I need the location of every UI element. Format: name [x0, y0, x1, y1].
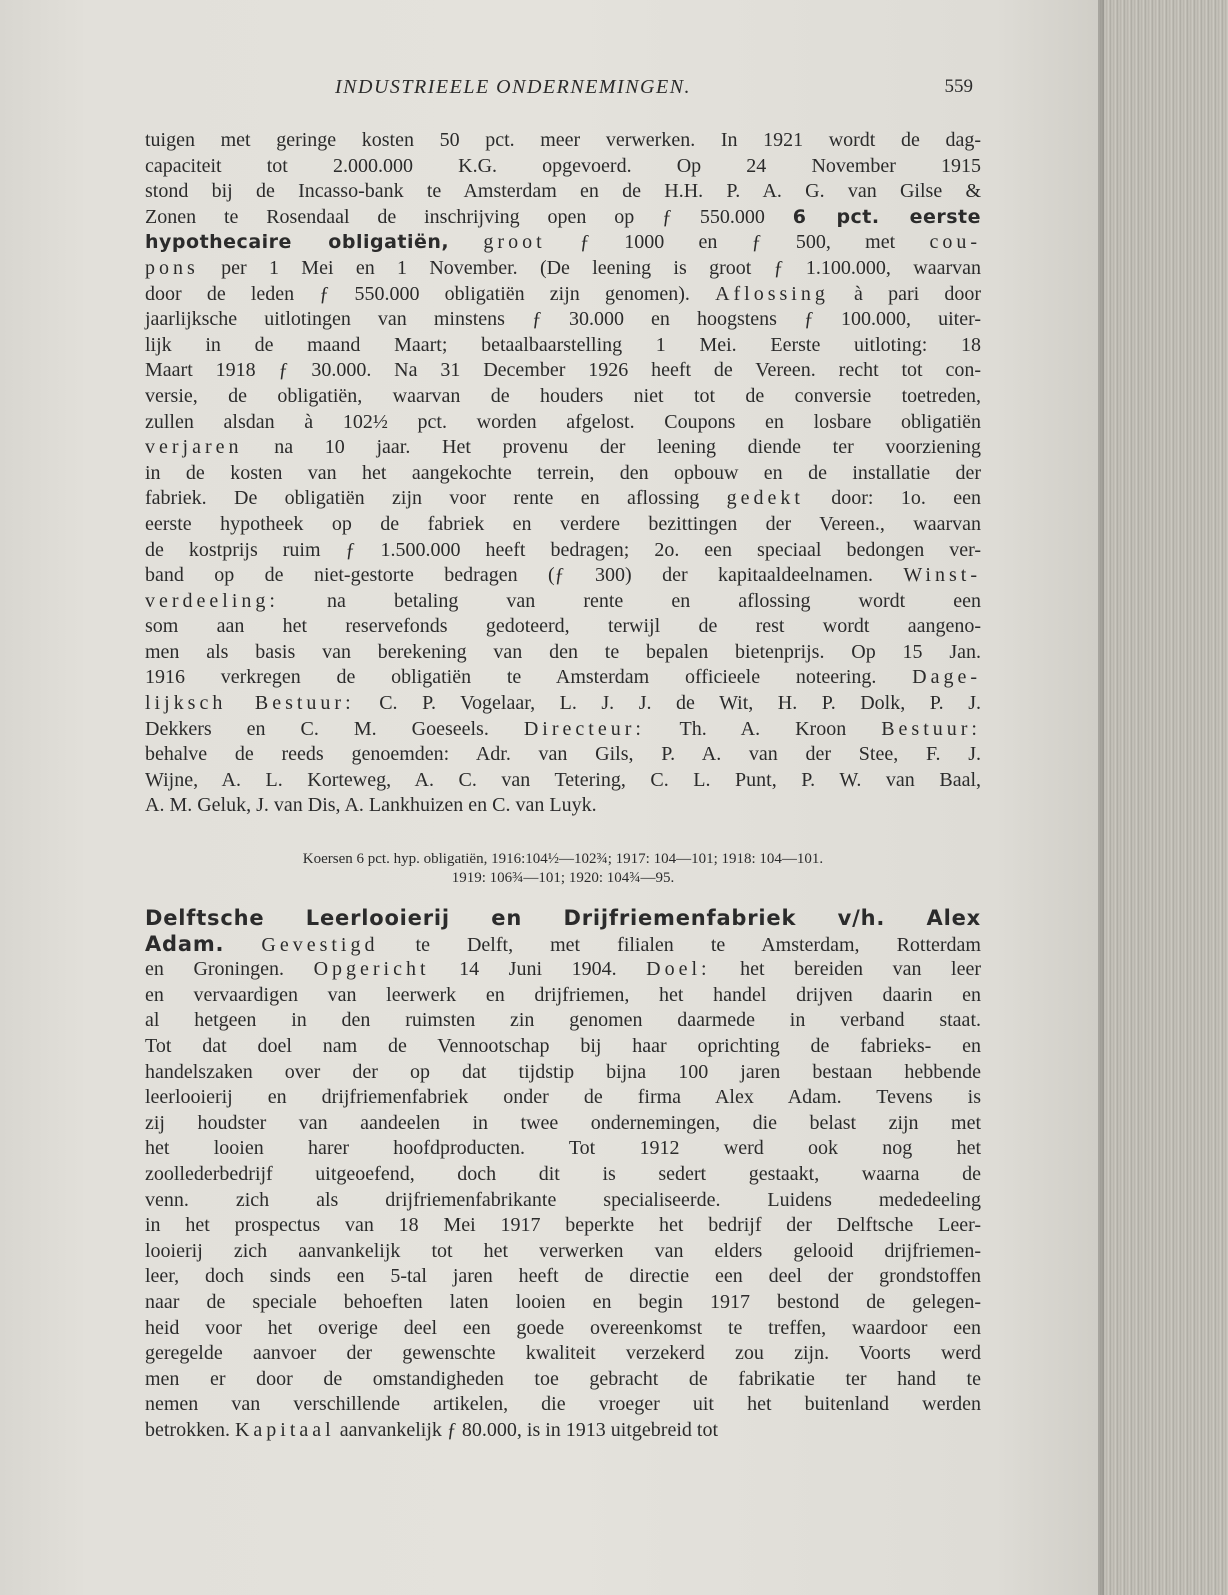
spaced-keyword: Doel:: [646, 958, 711, 981]
text-run: leerlooierij en drijfriemenfabriek onder de firma Alex Adam. Tevens is: [145, 1086, 981, 1109]
text-run: jaarlijksche uitlotingen van minstens ƒ 30.000 en hoogstens ƒ 100.000, uiter-: [145, 308, 981, 331]
text-run: al hetgeen in den ruimsten zin genomen daarmede in verband staat.: [145, 1009, 981, 1032]
text-line: [145, 256, 981, 282]
text-run: eerste hypotheek op de fabriek en verdere bezittingen der Vereen., waarvan: [145, 512, 981, 535]
text-line: [145, 1392, 981, 1418]
text-run: Th. A. Kroon: [644, 717, 882, 740]
text-run: ƒ 1000 en ƒ 500, met: [545, 231, 930, 254]
text-line: [145, 128, 981, 154]
text-line: [145, 1367, 981, 1393]
spaced-keyword: Gevestigd: [261, 933, 379, 956]
text-line: [145, 614, 981, 640]
text-run: Maart 1918 ƒ 30.000. Na 31 December 1926 heeft de Vereen. recht tot con-: [145, 359, 981, 382]
text-line: [145, 1034, 981, 1060]
text-line: [145, 1188, 981, 1214]
text-run: [449, 231, 483, 253]
text-run: 1916 verkregen de obligatiën te Amsterdam officieele noteering.: [145, 666, 913, 689]
text-run: behalve de reeds genoemden: Adr. van Gils, P. A. van der Stee, F. J.: [145, 743, 981, 766]
koersen-note: [145, 850, 981, 888]
text-line: [145, 1111, 981, 1137]
text-line: [145, 512, 981, 538]
text-line: [145, 307, 981, 333]
text-line: [145, 793, 981, 819]
text-run: tuigen met geringe kosten 50 pct. meer verwerken. In 1921 wordt de dag-: [145, 129, 981, 151]
spaced-keyword: groot: [483, 231, 546, 254]
text-run: [224, 934, 261, 956]
text-line: [145, 1316, 981, 1342]
text-line: [145, 333, 981, 359]
text-line: [145, 906, 981, 932]
text-run: heid voor het overige deel een goede overeenkomst te treffen, waardoor een: [145, 1316, 981, 1339]
text-line: [145, 538, 981, 564]
text-run: C. P. Vogelaar, L. J. J. de Wit, H. P. Dolk, P. J.: [354, 692, 982, 715]
text-run: in de kosten van het aangekochte terrein, den opbouw en de installatie der: [145, 461, 981, 484]
text-line: [145, 1008, 981, 1034]
text-run: stond bij de Incasso-bank te Amsterdam en de H.H. P. A. G. van Gilse &: [145, 180, 981, 203]
text-run: Wijne, A. L. Korteweg, A. C. van Tetering, C. L. Punt, P. W. van Baal,: [145, 768, 981, 791]
spaced-keyword: cou-: [929, 231, 981, 254]
text-line: [145, 282, 981, 308]
text-run: na betaling van rente en aflossing wordt een: [278, 589, 981, 612]
text-run: per 1 Mei en 1 November. (De leening is groot ƒ 1.100.000, waarvan: [198, 256, 981, 279]
text-run: het looien harer hoofdproducten. Tot 1912 werd ook nog het: [145, 1137, 981, 1160]
text-run: Zonen te Rosendaal de inschrijving open op ƒ 550.000: [145, 205, 793, 228]
text-run: geregelde aanvoer der gewenschte kwaliteit verzekerd zou zijn. Voorts werd: [145, 1342, 981, 1365]
text-run: en vervaardigen van leerwerk en drijfriemen, het handel drijven daarin en: [145, 983, 981, 1006]
spaced-keyword: pons: [145, 256, 199, 279]
text-run: nemen van verschillende artikelen, die vroeger uit het buitenland werden: [145, 1393, 981, 1416]
text-run: band op de niet-gestorte bedragen (ƒ 300) der kapitaaldeelnamen.: [145, 564, 904, 587]
text-run: zullen alsdan à 102½ pct. worden afgelost. Coupons en losbare obligatiën: [145, 410, 981, 433]
text-line: [145, 957, 981, 983]
spaced-keyword: Winst-: [903, 564, 981, 587]
text-line: [145, 179, 981, 205]
text-run: capaciteit tot 2.000.000 K.G. opgevoerd. Op 24 November 1915: [145, 154, 981, 177]
koersen-line-2: 1919: 106¾—101; 1920: 104¾—95.: [451, 870, 675, 886]
spaced-keyword: Opgericht: [313, 958, 430, 981]
spaced-keyword: verdeeling:: [145, 589, 279, 612]
text-line: [145, 717, 981, 743]
text-run: handelszaken over der op dat tijdstip bijna 100 jaren bestaan hebbende: [145, 1060, 981, 1083]
bold-term: hypothecaire obligatiën,: [145, 231, 450, 254]
text-line: [145, 665, 981, 691]
text-run: Tot dat doel nam de Vennootschap bij haar oprichting de fabrieks- en: [145, 1034, 981, 1057]
text-line: [145, 1162, 981, 1188]
text-line: [145, 768, 981, 794]
text-line: [145, 983, 981, 1009]
text-line: [145, 932, 981, 958]
text-run: betrokken.: [145, 1418, 235, 1441]
text-run: de kostprijs ruim ƒ 1.500.000 heeft bedragen; 2o. een speciaal bedongen ver-: [145, 538, 981, 561]
text-line: [145, 1085, 981, 1111]
paragraph-delftsche-leerlooierij: [145, 906, 981, 1443]
company-heading: Delftsche Leerlooierij en Drijfriemenfabriek v/h. Alex: [145, 906, 981, 930]
spaced-keyword: gedekt: [726, 487, 804, 510]
text-line: [145, 1136, 981, 1162]
text-run: men er door de omstandigheden toe gebracht de fabrikatie ter hand te: [145, 1367, 981, 1390]
text-run: naar de speciale behoeften laten looien en begin 1917 bestond de gelegen-: [145, 1290, 981, 1313]
text-run: en Groningen.: [145, 958, 314, 981]
text-line: [145, 1264, 981, 1290]
text-run: looierij zich aanvankelijk tot het verwerken van elders gelooid drijfriemen-: [145, 1239, 981, 1262]
running-title: INDUSTRIEELE ONDERNEMINGEN.: [335, 76, 692, 98]
text-run: à pari door: [828, 282, 981, 305]
text-line: [145, 154, 981, 180]
page-gutter-shadow: [1098, 0, 1104, 1595]
text-run: zoollederbedrijf uitgeoefend, doch dit is sedert gestaakt, waarna de: [145, 1162, 981, 1185]
text-run: door: 1o. een: [803, 487, 981, 510]
spaced-keyword: Aflossing: [715, 282, 829, 305]
company-heading: Adam.: [145, 931, 225, 956]
text-run: som aan het reservefonds gedoteerd, terwijl de rest wordt aangeno-: [145, 615, 981, 638]
text-run: versie, de obligatiën, waarvan de houders niet tot de conversie toetreden,: [145, 384, 981, 407]
page-edge-stack: [1100, 0, 1228, 1595]
bold-term: 6 pct. eerste: [792, 205, 981, 228]
koersen-line-1: Koersen 6 pct. hyp. obligatiën, 1916:104½—102¾; 1917: 104—101; 1918: 104—101.: [302, 851, 824, 867]
text-line: [145, 563, 981, 589]
text-line: [145, 1418, 981, 1444]
text-run: men als basis van berekening van den te bepalen bietenprijs. Op 15 Jan.: [145, 640, 981, 663]
text-run: fabriek. De obligatiën zijn voor rente en aflossing: [145, 487, 727, 510]
text-line: [145, 486, 981, 512]
text-line: [145, 410, 981, 436]
text-run: leer, doch sinds een 5-tal jaren heeft de directie een deel der grondstoffen: [145, 1265, 981, 1288]
spaced-keyword: verjaren: [145, 436, 243, 459]
text-run: Dekkers en C. M. Goeseels.: [145, 717, 524, 740]
text-line: [145, 358, 981, 384]
text-line: [145, 205, 981, 231]
text-line: [145, 435, 981, 461]
text-line: [145, 691, 981, 717]
spaced-keyword: Kapitaal: [234, 1418, 335, 1441]
text-run: te Delft, met filialen te Amsterdam, Rotterdam: [378, 933, 981, 956]
text-run: 14 Juni 1904.: [429, 958, 647, 981]
text-run: A. M. Geluk, J. van Dis, A. Lankhuizen en C. van Luyk.: [145, 794, 597, 817]
text-line: [145, 384, 981, 410]
text-line: [145, 230, 981, 256]
text-line: [145, 1290, 981, 1316]
text-line: [145, 1060, 981, 1086]
text-run: het bereiden van leer: [710, 958, 981, 981]
text-line: [145, 742, 981, 768]
text-run: aanvankelijk ƒ 80.000, is in 1913 uitgebreid tot: [334, 1418, 719, 1441]
text-run: lijk in de maand Maart; betaalbaarstelling 1 Mei. Eerste uitloting: 18: [145, 333, 981, 356]
paragraph-obligaties: [145, 128, 981, 819]
spaced-keyword: Bestuur:: [881, 717, 981, 740]
page-number: 559: [944, 76, 973, 97]
text-line: [145, 1239, 981, 1265]
spaced-keyword: lijksch Bestuur:: [145, 692, 355, 715]
text-line: [145, 1213, 981, 1239]
text-run: na 10 jaar. Het provenu der leening diende ter voorziening: [242, 436, 981, 459]
text-run: venn. zich als drijfriemenfabrikante specialiseerde. Luidens mededeeling: [145, 1188, 981, 1211]
spaced-keyword: Dage-: [912, 666, 981, 689]
text-line: [145, 589, 981, 615]
running-header: [135, 76, 973, 104]
text-run: in het prospectus van 18 Mei 1917 beperkte het bedrijf der Delftsche Leer-: [145, 1214, 981, 1237]
spaced-keyword: Directeur:: [523, 717, 645, 740]
text-line: [145, 640, 981, 666]
text-line: [145, 461, 981, 487]
text-run: zij houdster van aandeelen in twee ondernemingen, die belast zijn met: [145, 1111, 981, 1134]
text-line: [145, 1341, 981, 1367]
text-run: door de leden ƒ 550.000 obligatiën zijn genomen).: [145, 282, 716, 305]
